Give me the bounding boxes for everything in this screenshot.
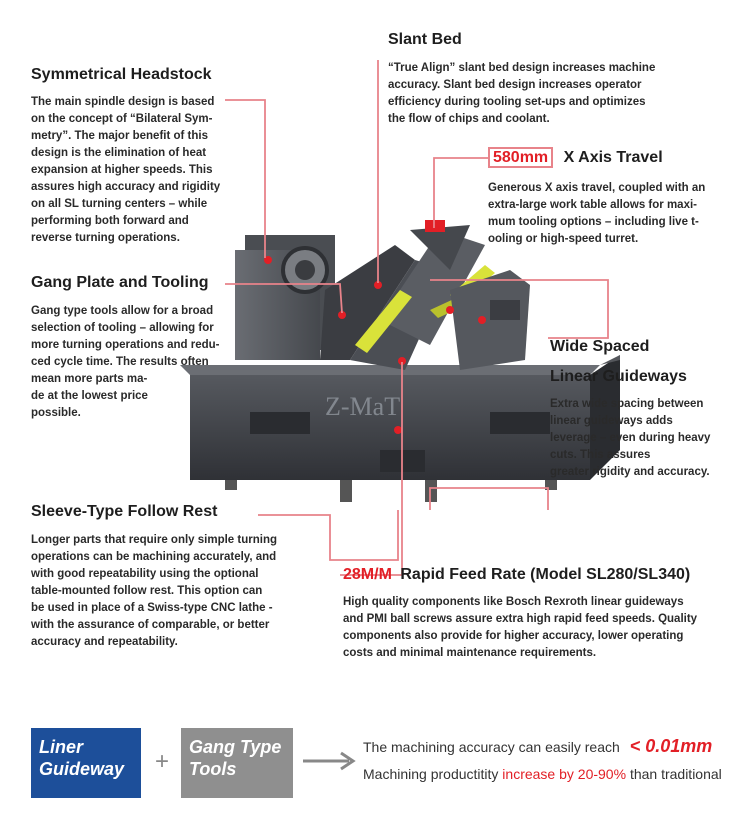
sleeve-rest-title: Sleeve-Type Follow Rest xyxy=(31,503,218,520)
x-axis-body: Generous X axis travel, coupled with an extra-large work table allows for maxi- mum tooling options – including live t- ooling or high-speed turret. xyxy=(488,182,706,245)
productivity-prefix: Machining productitity xyxy=(363,766,499,782)
liner-guideway-tile: Liner Guideway xyxy=(31,728,141,798)
accuracy-text: The machining accuracy can easily reach xyxy=(363,739,620,755)
productivity-line xyxy=(363,766,722,782)
rapid-feed-body: High quality components like Bosch Rexroth linear guideways and PMI ball screws assure extra high rapid feed speeds. Quality components also provide for higher accuracy, lower operating costs and minimal maintenance requirements. xyxy=(343,596,698,659)
watermark-text: Z-MaT xyxy=(325,392,401,421)
productivity-suffix: than traditional xyxy=(629,766,722,782)
x-axis-value: 580mm xyxy=(488,147,553,168)
rapid-feed-value: 28M/M xyxy=(343,566,392,583)
sleeve-rest-body: Longer parts that require only simple turning operations can be machining accurately, and with good repeatability using the optional table-mounted follow rest. This option can be used in place of a Swiss-type CNC lathe - with the assurance of comparable, or better accuracy and repeatability. xyxy=(31,534,277,648)
slant-bed-body: “True Align” slant bed design increases machine accuracy. Slant bed design increases operator efficiency during tooling set-ups and optimizes the flow of chips and coolant. xyxy=(388,62,656,125)
x-axis-title: X Axis Travel xyxy=(563,149,663,166)
gang-plate-title: Gang Plate and Tooling xyxy=(31,274,209,291)
productivity-highlight: increase by 20-90% xyxy=(502,766,627,782)
headstock-body: The main spindle design is based on the concept of “Bilateral Sym- metry”. The major benefit of this design is the elimination of heat expansion at higher speeds. This assures high accuracy and rigidity on all SL turning centers – while performing both forward and reverse turning operations. xyxy=(31,96,221,244)
gang-type-tools-tile: Gang Type Tools xyxy=(181,728,293,798)
plus-sign: + xyxy=(155,748,170,775)
x-axis-heading xyxy=(488,149,663,167)
gang-plate-body: Gang type tools allow for a broad selection of tooling – allowing for more turning operations and redu- ced cycle time. The results often mean more parts ma- de at the lowest price possible. xyxy=(31,305,220,419)
accuracy-line xyxy=(363,736,712,757)
guideways-title-line2: Linear Guideways xyxy=(550,368,687,385)
accuracy-value: < 0.01mm xyxy=(629,736,713,756)
guideways-body: Extra wide spacing between linear guideways adds leverage – even during heavy cuts. This assures greater rigidity and accuracy. xyxy=(550,398,711,478)
guideways-title-line1: Wide Spaced xyxy=(550,338,650,355)
rapid-feed-heading xyxy=(343,566,690,584)
rapid-feed-title: Rapid Feed Rate (Model SL280/SL340) xyxy=(400,566,691,583)
arrow-right-icon xyxy=(303,750,359,772)
headstock-title: Symmetrical Headstock xyxy=(31,66,212,83)
slant-bed-title: Slant Bed xyxy=(388,31,462,48)
